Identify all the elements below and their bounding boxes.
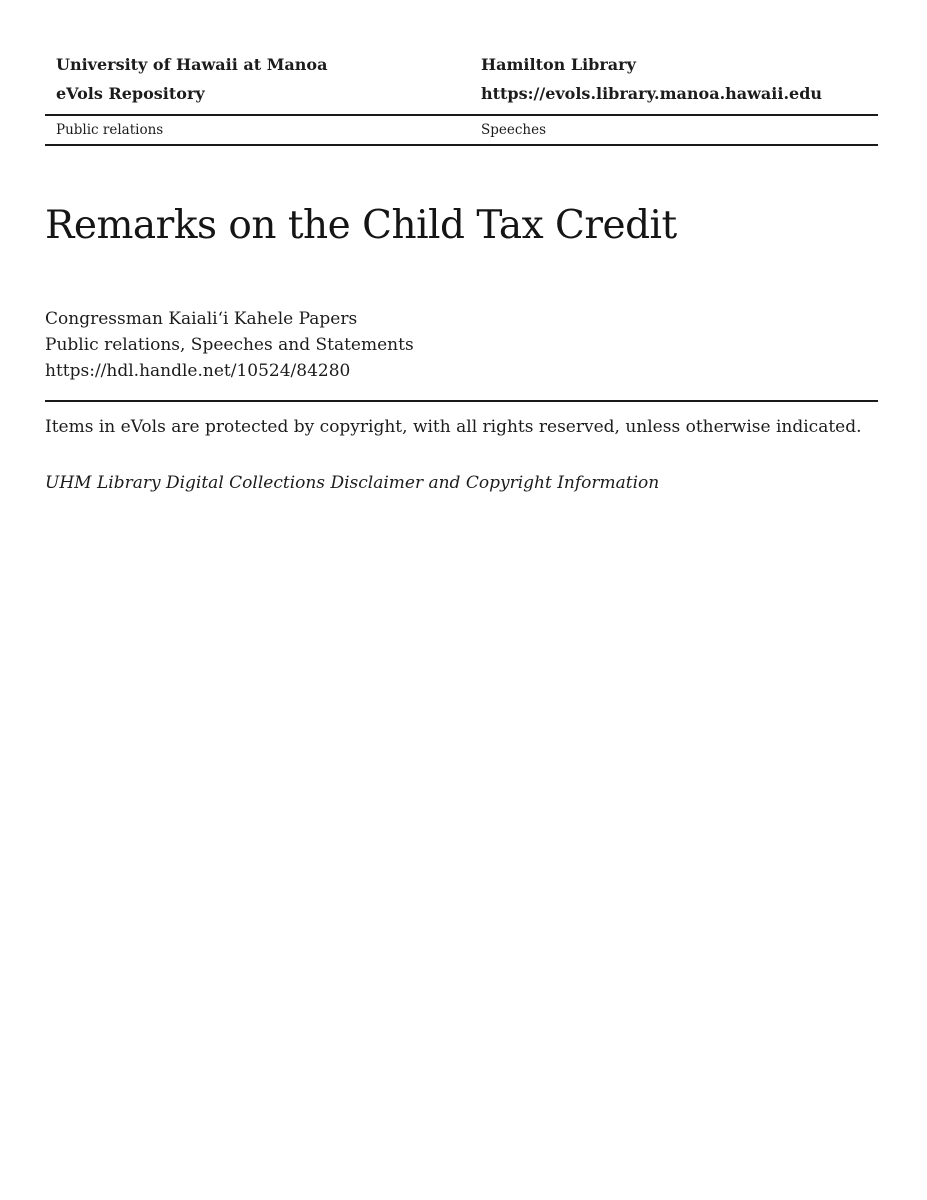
section-left-label: Public relations [56, 122, 164, 138]
disclaimer-link[interactable]: UHM Library Digital Collections Disclaimer and Copyright Information [45, 473, 660, 493]
library-name: Hamilton Library [481, 55, 636, 74]
handle-url-link[interactable]: https://hdl.handle.net/10524/84280 [45, 361, 351, 381]
institution-name: University of Hawaii at Manoa [56, 55, 328, 74]
repository-name: eVols Repository [56, 84, 205, 103]
letterhead-right [470, 50, 878, 114]
footer-divider [45, 400, 878, 402]
rights-statement: Items in eVols are protected by copyright, with all rights reserved, unless otherwise indicated. [45, 417, 862, 437]
page-title: Remarks on the Child Tax Credit [45, 203, 677, 248]
letterhead [45, 50, 878, 116]
section-row [45, 116, 878, 146]
collection-name: Congressman Kaialiʻi Kahele Papers [45, 309, 358, 329]
series-name: Public relations, Speeches and Statements [45, 335, 414, 355]
letterhead-left [45, 50, 470, 114]
repository-url: https://evols.library.manoa.hawaii.edu [481, 84, 823, 103]
section-right-label: Speeches [481, 122, 547, 138]
metadata-block [45, 306, 878, 384]
